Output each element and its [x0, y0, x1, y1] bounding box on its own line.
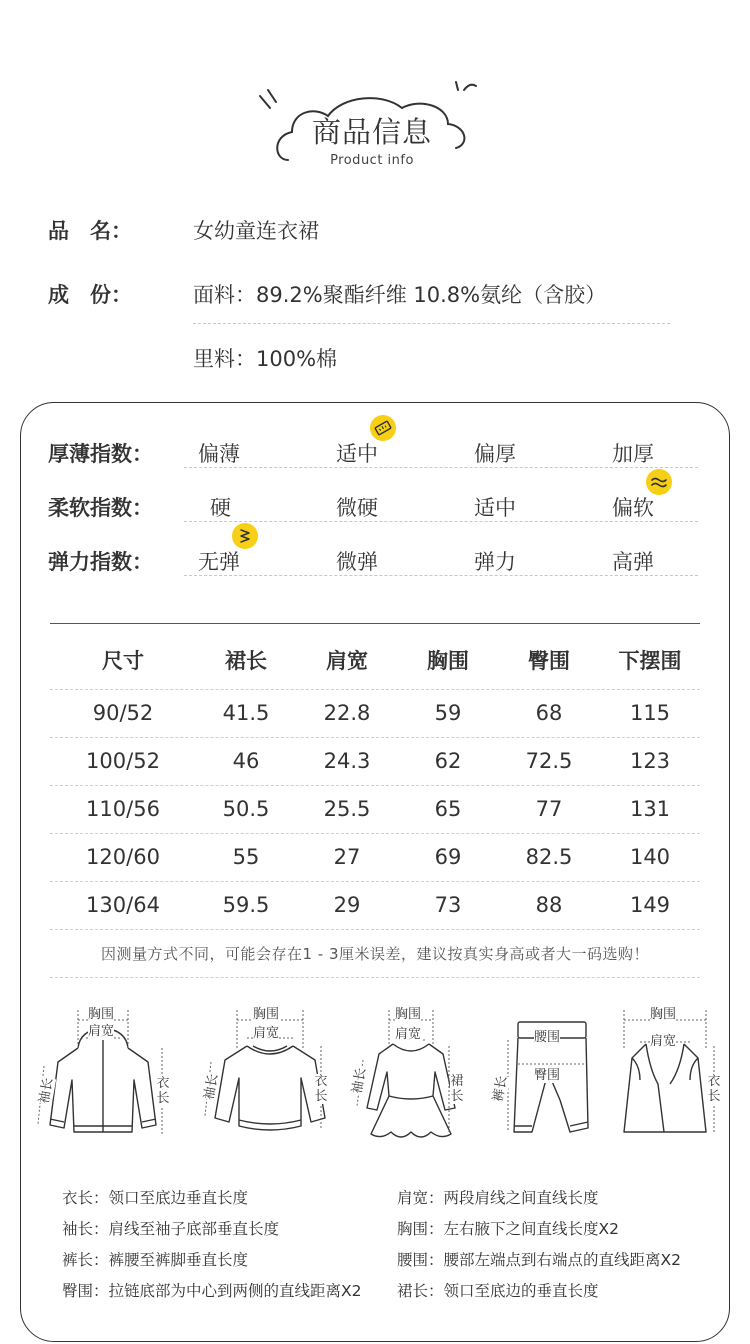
table-header: 肩宽 [326, 649, 368, 673]
divider [184, 521, 698, 522]
table-cell: 130/64 [86, 893, 160, 917]
vest-diagram [610, 1000, 735, 1150]
pants-diagram [488, 1000, 603, 1150]
table-cell: 120/60 [86, 845, 160, 869]
sleeve-label: 袖长 [201, 1072, 222, 1102]
divider [193, 323, 670, 324]
table-cell: 55 [232, 845, 260, 869]
chest-label: 胸围 [253, 1007, 280, 1022]
thickness-option: 偏薄 [198, 442, 240, 466]
dress-diagram [345, 1000, 475, 1150]
row-divider [50, 833, 700, 834]
table-cell: 77 [535, 797, 563, 821]
table-cell: 115 [629, 701, 671, 725]
sleeve-label: 袖长 [349, 1066, 370, 1096]
table-cell: 149 [629, 893, 671, 917]
table-cell: 65 [434, 797, 462, 821]
page-subtitle: Product info [330, 153, 414, 168]
softness-option: 硬 [210, 496, 231, 520]
row-divider [50, 737, 700, 738]
definition-item: 肩宽：两段肩线之间直线长度 [397, 1189, 599, 1207]
row-divider [50, 929, 700, 930]
table-cell: 27 [333, 845, 361, 869]
name-label: 品 名： [48, 219, 132, 243]
row-divider [50, 881, 700, 882]
definition-item: 裙长：领口至底边的垂直长度 [397, 1282, 599, 1300]
definition-item: 衣长：领口至底边垂直长度 [62, 1189, 249, 1207]
jacket-diagram [28, 1000, 178, 1150]
page-title: 商品信息 [311, 115, 432, 149]
divider [184, 467, 698, 468]
table-cell: 25.5 [323, 797, 371, 821]
definition-item: 臀围：拉链底部为中心到两侧的直线距离X2 [62, 1282, 362, 1300]
ruler-icon [370, 415, 396, 441]
wave-icon [646, 469, 672, 495]
sweater-diagram [195, 1000, 345, 1150]
softness-label: 柔软指数： [48, 496, 153, 520]
chest-label: 胸围 [395, 1007, 422, 1022]
table-cell: 29 [333, 893, 361, 917]
chest-label: 胸围 [88, 1007, 115, 1022]
thickness-option: 加厚 [612, 442, 654, 466]
table-cell: 140 [629, 845, 671, 869]
table-cell: 41.5 [222, 701, 270, 725]
softness-option-selected: 偏软 [612, 496, 654, 520]
elasticity-option-selected: 无弹 [198, 550, 240, 574]
definition-item: 腰围：腰部左端点到右端点的直线距离X2 [397, 1251, 681, 1269]
elasticity-option: 微弹 [336, 550, 378, 574]
shoulder-label: 肩宽 [88, 1024, 115, 1039]
table-cell: 110/56 [86, 797, 160, 821]
length-label: 衣长 [707, 1074, 721, 1104]
table-cell: 59.5 [222, 893, 270, 917]
composition-label: 成 份： [48, 283, 132, 307]
table-cell: 123 [629, 749, 671, 773]
thickness-label: 厚薄指数： [48, 442, 153, 466]
table-header: 尺寸 [102, 649, 144, 673]
table-cell: 73 [434, 893, 462, 917]
table-cell: 69 [434, 845, 462, 869]
hip-label: 臀围 [534, 1068, 561, 1083]
table-cell: 62 [434, 749, 462, 773]
table-cell: 72.5 [525, 749, 573, 773]
definition-item: 袖长：肩线至袖子底部垂直长度 [62, 1220, 280, 1238]
size-note: 因测量方式不同，可能会存在1 - 3厘米误差，建议按真实身高或者大一码选购！ [100, 945, 650, 963]
table-header: 下摆围 [618, 649, 682, 673]
chest-label: 胸围 [650, 1007, 677, 1022]
table-cell: 59 [434, 701, 462, 725]
length-label: 衣长 [314, 1074, 328, 1104]
table-cell: 82.5 [525, 845, 573, 869]
table-cell: 24.3 [323, 749, 371, 773]
table-header: 臀围 [528, 649, 570, 673]
table-cell: 50.5 [222, 797, 270, 821]
definition-item: 胸围：左右腋下之间直线长度X2 [397, 1220, 619, 1238]
shoulder-label: 肩宽 [253, 1026, 280, 1041]
jacket-icon [28, 1000, 178, 1150]
outer-fabric-value: 面料：89.2%聚酯纤维 10.8%氨纶（含胶） [193, 283, 607, 307]
spring-icon [232, 523, 258, 549]
shoulder-label: 肩宽 [395, 1027, 422, 1042]
row-divider [50, 785, 700, 786]
inseam-label: 裤长 [490, 1074, 511, 1104]
lining-value: 里料：100%棉 [193, 347, 338, 371]
softness-option: 微硬 [336, 496, 378, 520]
table-cell: 46 [232, 749, 260, 773]
table-cell: 22.8 [323, 701, 371, 725]
row-divider [50, 689, 700, 690]
table-cell: 88 [535, 893, 563, 917]
length-label: 衣长 [156, 1076, 170, 1106]
table-header: 裙长 [225, 649, 267, 673]
sleeve-label: 袖长 [36, 1076, 57, 1106]
header [0, 0, 750, 200]
softness-option: 适中 [474, 496, 516, 520]
definition-item: 裤长：裤腰至裤脚垂直长度 [62, 1251, 249, 1269]
shoulder-label: 肩宽 [650, 1034, 677, 1049]
table-cell: 68 [535, 701, 563, 725]
table-top-border [50, 623, 700, 624]
table-header: 胸围 [427, 649, 469, 673]
row-divider [50, 977, 700, 978]
table-cell: 131 [629, 797, 671, 821]
thickness-option: 偏厚 [474, 442, 516, 466]
table-cell: 100/52 [86, 749, 160, 773]
waist-label: 腰围 [534, 1030, 561, 1045]
elasticity-option: 弹力 [474, 550, 516, 574]
table-cell: 90/52 [92, 701, 154, 725]
elasticity-option: 高弹 [612, 550, 654, 574]
divider [184, 575, 698, 576]
length-label: 裙长 [450, 1074, 464, 1104]
name-value: 女幼童连衣裙 [193, 219, 319, 243]
elasticity-label: 弹力指数： [48, 550, 153, 574]
thickness-option-selected: 适中 [336, 442, 378, 466]
